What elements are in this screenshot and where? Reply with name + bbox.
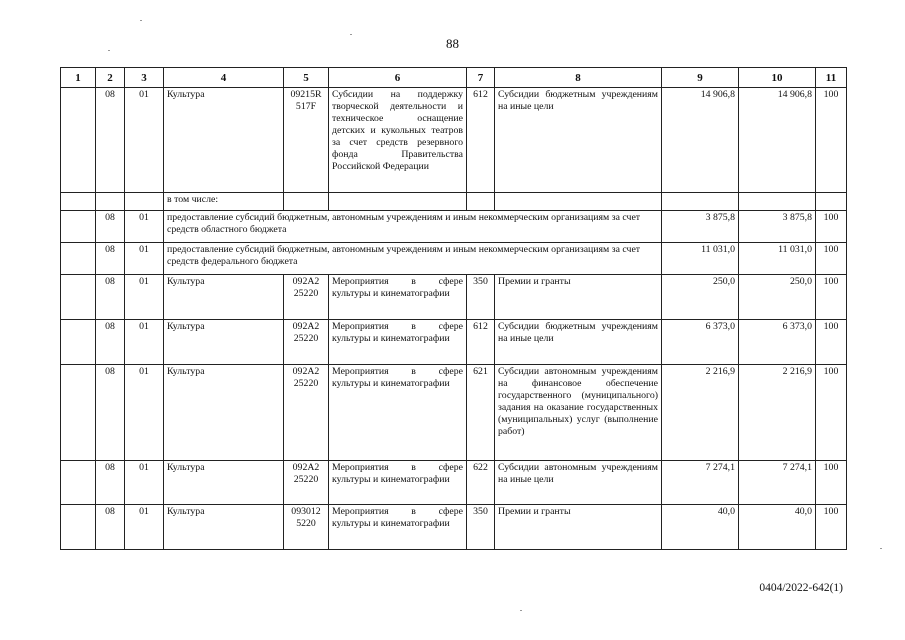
- cell-1: [61, 461, 96, 505]
- cell-expense-type: Премии и гранты: [495, 275, 662, 320]
- cell-percent: [816, 193, 847, 211]
- cell-subsection: 01: [125, 243, 164, 275]
- cell-percent: 100: [816, 461, 847, 505]
- cell-executed: 14 906,8: [739, 88, 816, 193]
- cell-name: в том числе:: [164, 193, 284, 211]
- cell-plan: 11 031,0: [662, 243, 739, 275]
- cell-subsection: [125, 193, 164, 211]
- cell-section: 08: [96, 211, 125, 243]
- scan-speck: [880, 548, 882, 549]
- cell-executed: 7 274,1: [739, 461, 816, 505]
- scan-speck: [520, 610, 522, 611]
- table-row: [61, 211, 847, 243]
- scan-speck: [350, 34, 352, 35]
- scan-speck: [108, 50, 110, 51]
- table-row: [61, 505, 847, 550]
- cell-executed: 40,0: [739, 505, 816, 550]
- cell-1: [61, 211, 96, 243]
- cell-code: 092A2 25220: [284, 461, 329, 505]
- cell-expense-type: [495, 193, 662, 211]
- col-header-9: 9: [662, 68, 739, 88]
- cell-code: [284, 193, 329, 211]
- cell-section: 08: [96, 243, 125, 275]
- cell-subsection: 01: [125, 275, 164, 320]
- cell-executed: 6 373,0: [739, 320, 816, 365]
- cell-percent: 100: [816, 275, 847, 320]
- cell-section: 08: [96, 461, 125, 505]
- budget-table: [60, 67, 847, 550]
- cell-program: Мероприятия в сфере культуры и кинематографии: [329, 320, 467, 365]
- cell-plan: 7 274,1: [662, 461, 739, 505]
- cell-plan: 14 906,8: [662, 88, 739, 193]
- cell-code: 092A2 25220: [284, 365, 329, 461]
- col-header-5: 5: [284, 68, 329, 88]
- cell-subsection: 01: [125, 461, 164, 505]
- table-row: [61, 320, 847, 365]
- cell-plan: 250,0: [662, 275, 739, 320]
- cell-expense-type: Премии и гранты: [495, 505, 662, 550]
- cell-plan: 6 373,0: [662, 320, 739, 365]
- cell-type: [467, 193, 495, 211]
- cell-plan: 2 216,9: [662, 365, 739, 461]
- cell-program: Мероприятия в сфере культуры и кинематографии: [329, 461, 467, 505]
- cell-type: 350: [467, 505, 495, 550]
- cell-executed: [739, 193, 816, 211]
- cell-expense-type: Субсидии автономным учреждениям на иные цели: [495, 461, 662, 505]
- cell-type: 612: [467, 320, 495, 365]
- cell-expense-type: Субсидии автономным учреждениям на финансовое обеспечение государственного (муниципального) задания на оказание государственных (муниципальных) услуг (выполнение работ): [495, 365, 662, 461]
- cell-plan: 3 875,8: [662, 211, 739, 243]
- col-header-10: 10: [739, 68, 816, 88]
- cell-subsection: 01: [125, 365, 164, 461]
- cell-percent: 100: [816, 243, 847, 275]
- cell-executed: 250,0: [739, 275, 816, 320]
- table-row: [61, 461, 847, 505]
- cell-section: 08: [96, 275, 125, 320]
- cell-program: Мероприятия в сфере культуры и кинематографии: [329, 365, 467, 461]
- cell-type: 621: [467, 365, 495, 461]
- table-row: [61, 88, 847, 193]
- cell-percent: 100: [816, 365, 847, 461]
- cell-program: [329, 193, 467, 211]
- table-row: [61, 193, 847, 211]
- cell-1: [61, 275, 96, 320]
- cell-percent: 100: [816, 320, 847, 365]
- cell-subsection: 01: [125, 505, 164, 550]
- cell-expense-type: Субсидии бюджетным учреждениям на иные цели: [495, 320, 662, 365]
- cell-subsection: 01: [125, 211, 164, 243]
- col-header-7: 7: [467, 68, 495, 88]
- cell-name: Культура: [164, 505, 284, 550]
- col-header-8: 8: [495, 68, 662, 88]
- cell-name: Культура: [164, 275, 284, 320]
- cell-code: 092A2 25220: [284, 320, 329, 365]
- cell-name: Культура: [164, 365, 284, 461]
- col-header-3: 3: [125, 68, 164, 88]
- cell-type: 350: [467, 275, 495, 320]
- cell-1: [61, 505, 96, 550]
- cell-1: [61, 88, 96, 193]
- table-row: [61, 275, 847, 320]
- scan-speck: [140, 20, 142, 21]
- cell-description: предоставление субсидий бюджетным, автономным учреждениям и иным некоммерческим организациям за счет средств областного бюджета: [164, 211, 662, 243]
- cell-expense-type: Субсидии бюджетным учреждениям на иные цели: [495, 88, 662, 193]
- cell-percent: 100: [816, 88, 847, 193]
- cell-type: 622: [467, 461, 495, 505]
- cell-program: Мероприятия в сфере культуры и кинематографии: [329, 275, 467, 320]
- cell-percent: 100: [816, 211, 847, 243]
- col-header-2: 2: [96, 68, 125, 88]
- col-header-11: 11: [816, 68, 847, 88]
- col-header-6: 6: [329, 68, 467, 88]
- cell-1: [61, 193, 96, 211]
- cell-section: 08: [96, 320, 125, 365]
- cell-executed: 2 216,9: [739, 365, 816, 461]
- col-header-1: 1: [61, 68, 96, 88]
- cell-section: 08: [96, 88, 125, 193]
- cell-subsection: 01: [125, 320, 164, 365]
- document-code: 0404/2022-642(1): [759, 582, 843, 594]
- cell-name: Культура: [164, 320, 284, 365]
- cell-subsection: 01: [125, 88, 164, 193]
- cell-section: 08: [96, 505, 125, 550]
- cell-1: [61, 243, 96, 275]
- col-header-4: 4: [164, 68, 284, 88]
- cell-code: 093012 5220: [284, 505, 329, 550]
- cell-code: 09215R 517F: [284, 88, 329, 193]
- cell-name: Культура: [164, 88, 284, 193]
- table-row: [61, 365, 847, 461]
- cell-code: 092A2 25220: [284, 275, 329, 320]
- cell-plan: [662, 193, 739, 211]
- cell-1: [61, 365, 96, 461]
- cell-type: 612: [467, 88, 495, 193]
- cell-plan: 40,0: [662, 505, 739, 550]
- cell-executed: 11 031,0: [739, 243, 816, 275]
- header-row: [61, 68, 847, 88]
- cell-1: [61, 320, 96, 365]
- cell-program: Субсидии на поддержку творческой деятельности и техническое оснащение детских и кукольных театров за счет средств резервного фонда Правительства Российской Федерации: [329, 88, 467, 193]
- cell-section: [96, 193, 125, 211]
- cell-program: Мероприятия в сфере культуры и кинематографии: [329, 505, 467, 550]
- cell-executed: 3 875,8: [739, 211, 816, 243]
- table-row: [61, 243, 847, 275]
- cell-description: предоставление субсидий бюджетным, автономным учреждениям и иным некоммерческим организациям за счет средств федерального бюджета: [164, 243, 662, 275]
- cell-name: Культура: [164, 461, 284, 505]
- cell-section: 08: [96, 365, 125, 461]
- page-number: 88: [446, 36, 459, 51]
- cell-percent: 100: [816, 505, 847, 550]
